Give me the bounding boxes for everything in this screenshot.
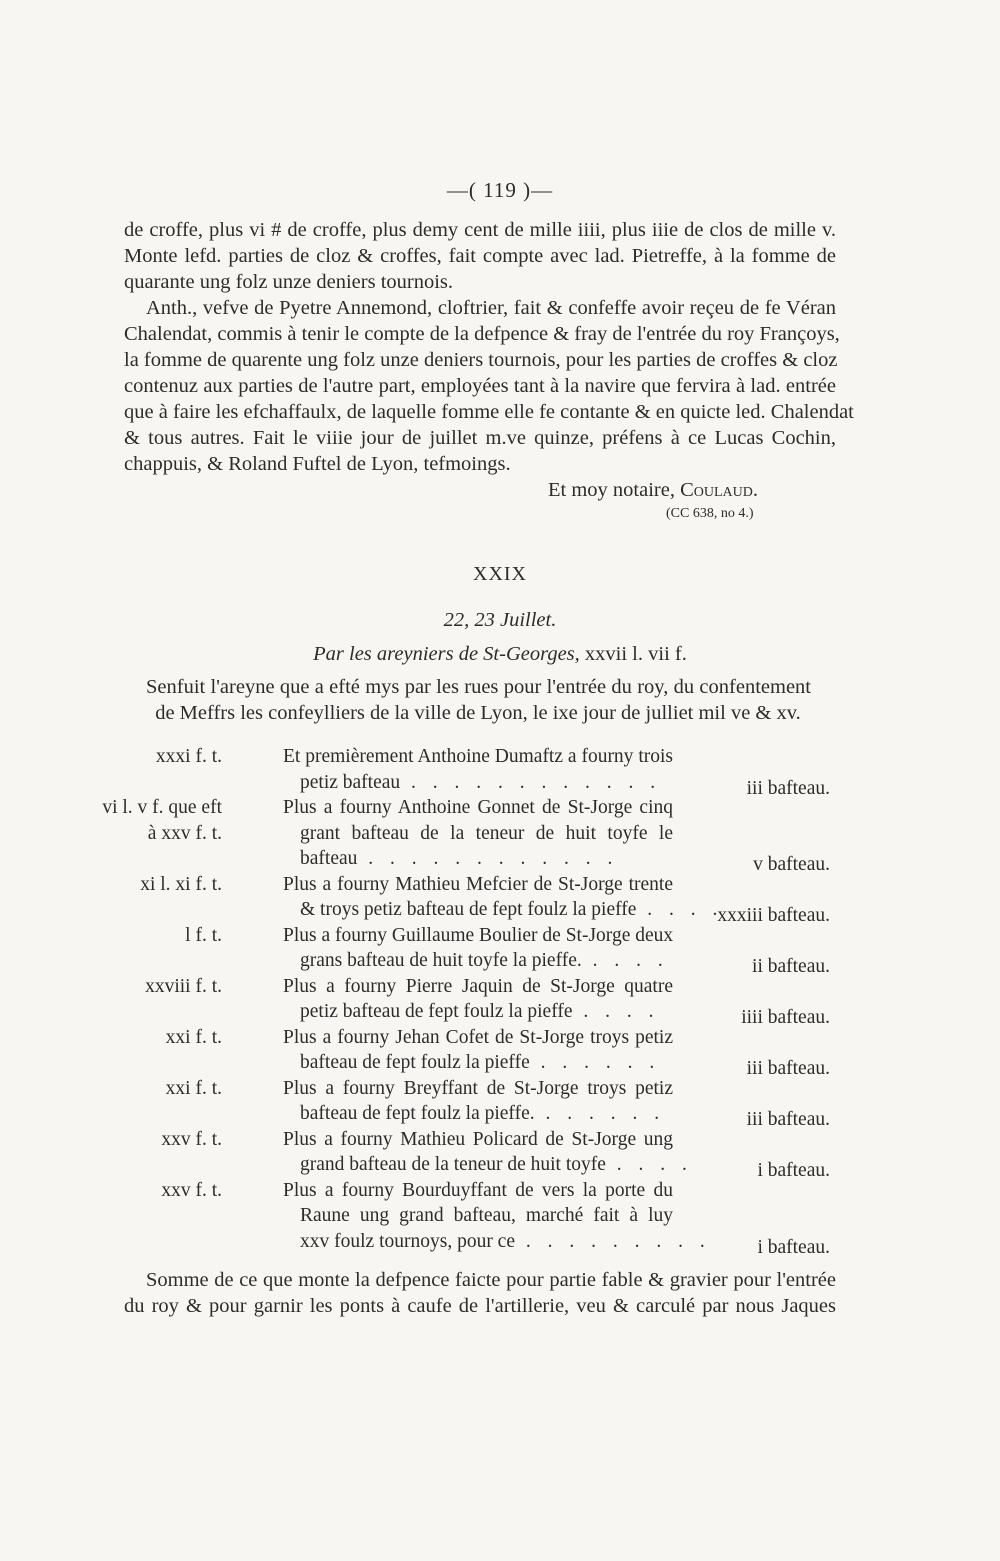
entry-quantity: i bafteau.: [757, 1160, 830, 1181]
text-line: de croffe, plus vi # de croffe, plus demy cent de mille iiii, plus iiie de clos de mille v.: [124, 219, 836, 241]
entry-description: [300, 1204, 673, 1228]
entry-quantity: iii bafteau.: [746, 1109, 830, 1130]
entry-description: [283, 1179, 673, 1203]
text-line: Monte lefd. parties de cloz & croffes, fait compte avec lad. Pietreffe, à la fomme de: [124, 245, 836, 267]
entry-description: [283, 1026, 673, 1050]
entry-description: [283, 924, 673, 948]
entry-quantity: xxxiii bafteau.: [717, 905, 830, 926]
entry-description-text: petiz bafteau de fept foulz la pieffe: [300, 1001, 573, 1022]
entry-description: [300, 949, 673, 973]
entry-quantity: i bafteau.: [757, 1236, 830, 1258]
subtitle-amount: xxvii l. vii f.: [584, 643, 687, 665]
entry-quantity: v bafteau.: [753, 854, 830, 875]
entry-amount: vi l. v f. que eft: [102, 797, 222, 818]
text-line: du roy & pour garnir les ponts à caufe de l'artillerie, veu & carculé par nous Jaques: [124, 1295, 836, 1317]
entry-description: [300, 1153, 693, 1177]
entry-amount: xxi f. t.: [165, 1077, 222, 1099]
subtitle-text: Par les areyniers de St-Georges,: [313, 643, 580, 665]
signature-prefix: Et moy notaire,: [548, 479, 681, 501]
entry-description-text: bafteau: [300, 848, 358, 869]
entry-description-text: xxv foulz tournoys, pour ce: [300, 1230, 515, 1252]
entry-description-text: Plus a fourny Guillaume Boulier de St-Jorge deux: [283, 924, 674, 946]
leader-dots: . . . .: [636, 899, 724, 920]
entry-description-text: Plus a fourny Pierre Jaquin de St-Jorge quatre: [283, 975, 673, 997]
entry-description-text: Plus a fourny Anthoine Gonnet de St-Jorge cinq: [283, 797, 673, 818]
entry-description-text: & troys petiz bafteau de fept foulz la pieffe: [300, 899, 637, 920]
entry-amount: xxv f. t.: [161, 1179, 222, 1201]
entry-description: [300, 847, 673, 871]
leader-dots: . . . . . . . . . . . .: [357, 848, 619, 869]
entry-description: [300, 771, 673, 795]
entry-description: [283, 745, 673, 769]
leader-dots: . . . . . .: [529, 1052, 661, 1073]
entry-description: [283, 796, 673, 820]
entry-amount: xxv f. t.: [161, 1128, 222, 1150]
text-line: contenuz aux parties de l'autre part, employées tant à la navire que fervira à lad. entrée: [124, 375, 836, 397]
entry-amount: xxi f. t.: [165, 1026, 222, 1048]
entry-description: [300, 1102, 673, 1126]
entry-description: [283, 1077, 673, 1101]
entry-amount: xxxi f. t.: [155, 746, 222, 767]
entry-description-text: Plus a fourny Breyffant de St-Jorge troys petiz: [283, 1077, 673, 1099]
entry-quantity: iiii bafteau.: [741, 1007, 830, 1028]
text-line: chappuis, & Roland Fuftel de Lyon, tefmoings.: [124, 453, 511, 475]
entry-description-text: Plus a fourny Mathieu Policard de St-Jorge ung: [283, 1128, 673, 1150]
leader-dots: . . . .: [572, 1001, 660, 1022]
text-line: Chalendat, commis à tenir le compte de la defpence & fray de l'entrée du roy Françoys,: [124, 323, 840, 345]
section-date: 22, 23 Juillet.: [443, 609, 557, 631]
entry-amount: xxviii f. t.: [145, 975, 222, 997]
entry-description-text: Et premièrement Anthoine Dumaftz a fourny trois: [283, 746, 673, 767]
entry-description-text: grant bafteau de la teneur de huit toyfe le: [300, 822, 673, 844]
text-line: Anth., vefve de Pyetre Annemond, cloftrier, fait & confeffe avoir reçeu de fe Véran: [146, 297, 836, 319]
leader-dots: . . . .: [581, 950, 669, 971]
signature-name: Coulaud.: [680, 479, 758, 501]
entry-description: [300, 822, 673, 846]
entry-quantity: iii bafteau.: [746, 1058, 830, 1079]
entry-description-text: bafteau de fept foulz la pieffe: [300, 1052, 530, 1073]
entry-quantity: iii bafteau.: [746, 777, 830, 799]
entry-amount: l f. t.: [185, 924, 222, 946]
entry-description: [300, 1230, 711, 1254]
text-line: la fomme de quarente ung folz unze deniers tournois, pour les parties de croffes & cloz: [124, 349, 838, 371]
entry-description: [283, 975, 673, 999]
section-subtitle: [0, 642, 1000, 666]
section-number: XXIX: [473, 563, 527, 585]
text-line: Somme de ce que monte la defpence faicte pour partie fable & gravier pour l'entrée: [146, 1269, 836, 1291]
text-line: & tous autres. Fait le viiie jour de juillet m.ve quinze, préfens à ce Lucas Cochin,: [124, 427, 836, 449]
archive-reference: (CC 638, no 4.): [666, 506, 754, 521]
entry-quantity: ii bafteau.: [752, 956, 830, 977]
entry-description: [300, 898, 724, 922]
entry-description: [300, 1051, 673, 1075]
entry-amount: à xxv f. t.: [147, 822, 222, 844]
leader-dots: . . . . . .: [534, 1103, 666, 1124]
entry-description-text: Raune ung grand bafteau, marché fait à luy: [300, 1205, 673, 1226]
section-intro-line: Senfuit l'areyne que a efté mys par les rues pour l'entrée du roy, du confentement: [146, 676, 811, 698]
entry-description: [283, 873, 673, 897]
entry-description: [300, 1000, 673, 1024]
page-number: —( 119 )—: [446, 178, 554, 202]
entry-description-text: bafteau de fept foulz la pieffe.: [300, 1103, 535, 1124]
leader-dots: . . . . . . . . . . . .: [400, 771, 662, 793]
section-intro-line: de Meffrs les confeylliers de la ville de Lyon, le ixe jour de julliet mil ve & xv.: [155, 702, 801, 724]
entry-description: [283, 1128, 673, 1152]
text-line: quarante ung folz unze deniers tournois.: [124, 271, 454, 293]
entry-description-text: Plus a fourny Bourduyffant de vers la porte du: [283, 1179, 673, 1201]
notary-signature: [548, 478, 758, 502]
text-line: que à faire les efchaffaulx, de laquelle fomme elle fe contante & en quicte led. Chalendat: [124, 401, 854, 423]
entry-amount: xi l. xi f. t.: [140, 873, 222, 895]
entry-description-text: grans bafteau de huit toyfe la pieffe.: [300, 950, 582, 971]
leader-dots: . . . .: [605, 1154, 693, 1175]
leader-dots: . . . . . . . . .: [515, 1230, 711, 1252]
entry-description-text: grand bafteau de la teneur de huit toyfe: [300, 1154, 606, 1175]
entry-description-text: Plus a fourny Jehan Cofet de St-Jorge troys petiz: [283, 1026, 673, 1048]
entry-description-text: Plus a fourny Mathieu Mefcier de St-Jorge trente: [283, 873, 673, 895]
entry-description-text: petiz bafteau: [300, 771, 401, 793]
